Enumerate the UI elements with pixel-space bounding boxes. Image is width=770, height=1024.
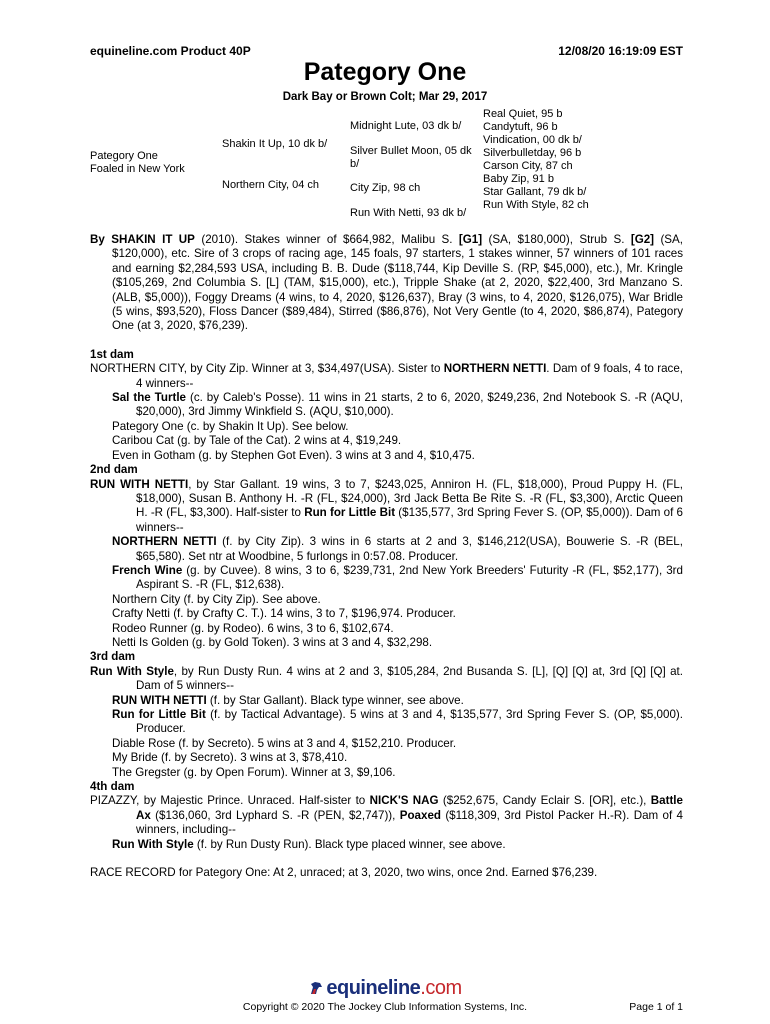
foal-entry: Even in Gotham (g. by Stephen Got Even). 3 wins at 3 and 4, $10,475. [112,448,475,462]
foal-entry: Rodeo Runner (g. by Rodeo). 6 wins, 3 to 6, $102,674. [112,621,394,635]
horse-name: Run With Style [112,837,194,851]
horse-name: Sal the Turtle [112,391,187,405]
pedigree-foaled: Foaled in New York [90,163,185,175]
pedigree-ancestor: Carson City, 87 ch [483,160,573,172]
text: ($135,577, 3rd Spring Fever S. (OP, $5,000)). Dam of 6 winners-- [136,506,683,534]
page-number: Page 1 of 1 [629,1001,683,1013]
pedigree-dam: Northern City, 04 ch [222,179,320,191]
page-title: Pategory One [303,58,467,86]
pedigree-ancestor: Star Gallant, 79 dk b/ [483,186,587,198]
pedigree-sire-sire: Midnight Lute, 03 dk b/ [350,120,462,132]
text: (f. by Star Gallant). Black type winner, see above. [206,693,464,707]
pedigree-ancestor: Silverbulletday, 96 b [483,147,582,159]
section-heading-4th-dam: 4th dam [90,780,135,794]
text: . Dam of 9 foals, 4 to race, 4 winners-- [136,362,683,390]
product-label: equineline.com Product 40P [90,44,251,58]
text: (f. by Tactical Advantage). 5 wins at 3 and 4, $135,577, 3rd Spring Fever S. (OP, $5,000). Producer. [136,708,683,736]
dam-entry [90,794,683,837]
foal-entry [90,564,683,593]
text: (f. by City Zip). 3 wins in 6 starts at 2 and 3, $146,212(USA), Bouwerie S. -R (BEL, $65,580). Set ntr at Woodbine, 5 furlongs in 0:57.08. Producer. [136,535,683,563]
pedigree-dam-dam: Run With Netti, 93 dk b/ [350,207,467,219]
race-record: RACE RECORD for Pategory One: At 2, unraced; at 3, 2020, two wins, once 2nd. Earned $76,239. [90,866,598,880]
logo-domain: .com [420,977,462,999]
foal-entry [90,391,683,420]
pedigree-ancestor: Candytuft, 96 b [483,121,558,133]
pedigree-sire-dam-line: Silver Bullet Moon, 05 dk [350,145,472,157]
pedigree-sire-dam-line: b/ [350,158,360,170]
pedigree-ancestor: Run With Style, 82 ch [483,199,589,211]
sire-name: By SHAKIN IT UP [90,233,195,246]
text: ($252,675, Candy Eclair S. [OR], etc.), [438,794,651,808]
sire-paragraph [90,233,683,334]
pedigree-sire-dam [350,145,472,171]
foal-entry: Crafty Netti (f. by Crafty C. T.). 14 wins, 3 to 7, $196,974. Producer. [112,607,456,621]
horse-name: NORTHERN NETTI [443,362,547,376]
logo-text: equineline [326,977,421,999]
foal-entry: The Gregster (g. by Open Forum). Winner at 3, $9,106. [112,765,396,779]
dam-entry [90,665,683,694]
pedigree-dam-sire: City Zip, 98 ch [350,182,421,194]
horse-name: French Wine [112,563,183,577]
foal-entry [90,535,683,564]
horse-name: RUN WITH NETTI [112,693,207,707]
pedigree-ancestor: Vindication, 00 dk b/ [483,134,582,146]
text: ($136,060, 3rd Lyphard S. -R (PEN, $2,747)), [150,808,400,822]
pedigree-report-body [90,233,683,880]
foal-entry [90,708,683,737]
grade-badge: [G1] [458,233,483,246]
text: (2010). Stakes winner of $664,982, Malibu S. [194,233,459,246]
foal-entry [90,694,683,708]
pedigree-horse [90,150,185,176]
text: NORTHERN CITY, by City Zip. Winner at 3, $34,497(USA). Sister to [90,362,444,376]
horse-name: RUN WITH NETTI [90,477,189,491]
foal-entry [90,838,683,852]
equineline-logo [0,977,770,1000]
horse-name: Battle Ax [136,794,683,822]
pedigree-ancestor: Real Quiet, 95 b [483,108,563,120]
copyright-notice: Copyright © 2020 The Jockey Club Information Systems, Inc. [242,1001,528,1013]
horse-name: Run for Little Bit [112,708,206,721]
foal-entry: My Bride (f. by Secreto). 3 wins at 3, $78,410. [112,751,348,765]
horse-head-icon [308,981,324,995]
horse-description: Dark Bay or Brown Colt; Mar 29, 2017 [282,91,488,103]
horse-name: Run for Little Bit [304,506,396,520]
pedigree-third-generation [483,108,589,212]
grade-badge: [G2] [630,233,655,246]
dam-entry [90,478,683,536]
report-timestamp: 12/08/20 16:19:09 EST [558,44,683,58]
foal-entry: Netti Is Golden (g. by Gold Token). 3 wins at 3 and 4, $32,298. [112,635,433,649]
text: (g. by Cuvee). 8 wins, 3 to 6, $239,731, 2nd New York Breeders' Futurity -R (FL, $52,177), 3rd Aspirant S. -R (FL, $12,638). [136,563,683,592]
section-heading-2nd-dam: 2nd dam [90,463,138,477]
text: , by Star Gallant. 19 wins, 3 to 7, $243,025, Anniron H. (FL, $18,000), Proud Puppy H. (FL, $18,000), Susan B. Anthony H. -R (FL, $24,000), 3rd Jack Betta Be Rite S. -R (FL, $3,300), Arctic Queen H. -R (FL, $3,300). Half-sister to [136,477,683,520]
horse-name: NORTHERN NETTI [112,535,217,549]
text: (f. by Run Dusty Run). Black type placed winner, see above. [193,837,506,851]
foal-entry: Caribou Cat (g. by Tale of the Cat). 2 wins at 4, $19,249. [112,434,402,448]
pedigree-sire: Shakin It Up, 10 dk b/ [222,138,328,150]
text: (c. by Caleb's Posse). 11 wins in 21 starts, 2 to 6, 2020, $249,236, 2nd Notebook S. -R (AQU, $20,000), 3rd Jimmy Winkfield S. (AQU, $10,000). [136,391,683,419]
text: PIZAZZY, by Majestic Prince. Unraced. Half-sister to [90,794,370,808]
pedigree-ancestor: Baby Zip, 91 b [483,173,554,185]
section-heading-3rd-dam: 3rd dam [90,650,136,664]
text: , by Run Dusty Run. 4 wins at 2 and 3, $105,284, 2nd Busanda S. [L], [Q] [Q] at, 3rd [Q] [Q] at. Dam of 5 winners-- [136,664,683,693]
horse-name: Run With Style [90,664,174,678]
section-heading-1st-dam: 1st dam [90,347,134,361]
dam-entry [90,362,683,391]
text: (SA, $180,000), Strub S. [482,233,631,246]
foal-entry: Northern City (f. by City Zip). See above. [112,592,321,606]
horse-name: Poaxed [399,808,441,822]
pedigree-horse-name: Pategory One [90,150,158,162]
foal-entry: Diable Rose (f. by Secreto). 5 wins at 3 and 4, $152,210. Producer. [112,736,457,750]
text: (SA, $120,000), etc. Sire of 3 crops of racing age, 145 foals, 97 starters, 1 stakes winner, 57 winners of 101 races and earning $2,284,593 USA, including B. B. Dude ($118,744, Kip Deville S. (RP, $45,000), etc.), Mr. Kringle ($105,269, 2nd Columbia S. [L] (TAM, $15,000), etc.), Tripple Shake (at 2, 2020, $22,400, 3rd Manzano S. (ALB, $5,000)), Foggy Dreams (4 wins, to 4, 2020, $126,637), Bray (3 wins, to 4, 2020, $126,075), War Bridle (5 wins, $93,520), Floss Dancer ($89,484), Stirred ($86,876), Not Very Gentle (to 4, 2020, $86,874), Pategory One (at 3, 2020, $76,239). [112,233,683,333]
foal-entry: Pategory One (c. by Shakin It Up). See below. [112,419,349,433]
text: ($118,309, 3rd Pistol Packer H.-R). Dam of 4 winners, including-- [136,808,683,837]
horse-name: NICK'S NAG [369,794,439,808]
